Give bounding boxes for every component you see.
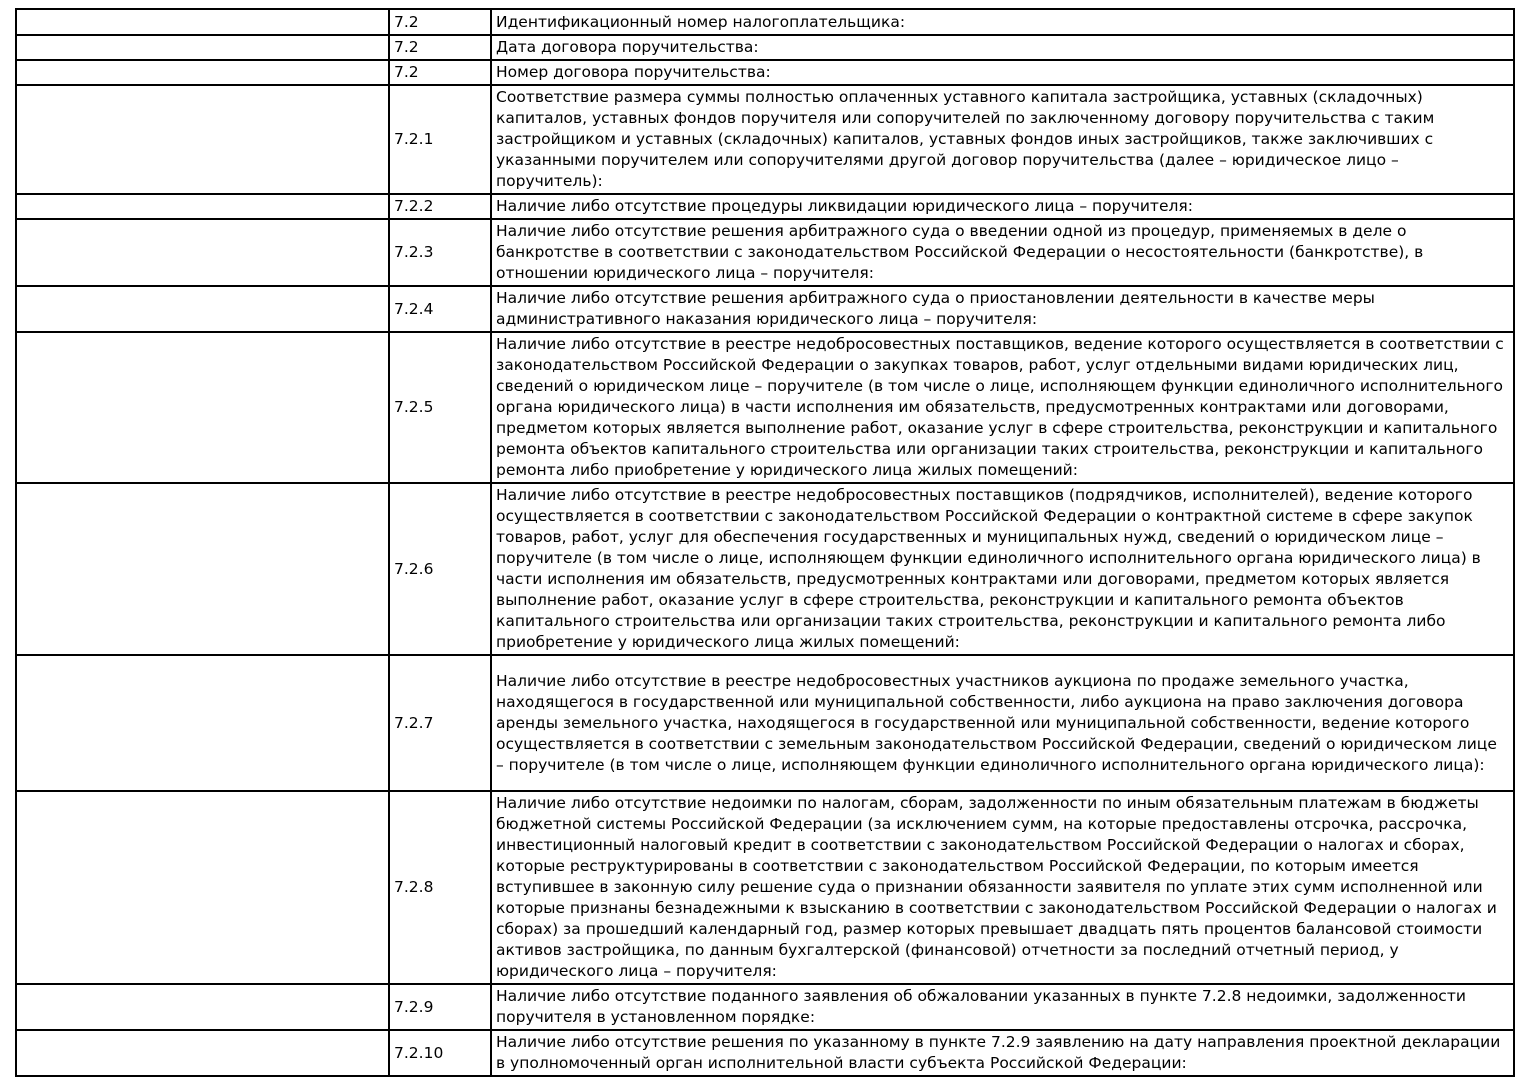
table-row <box>16 219 1514 286</box>
item-number-cell: 7.2 <box>389 35 491 60</box>
item-description-cell: Наличие либо отсутствие решения по указанному в пункте 7.2.9 заявлению на дату направления проектной декларации в уполномоченный орган исполнительной власти субъекта Российской Федерации: <box>491 1030 1514 1076</box>
item-number-cell: 7.2.3 <box>389 219 491 286</box>
item-description-cell: Наличие либо отсутствие в реестре недобросовестных поставщиков, ведение которого осуществляется в соответствии с законодательством Российской Федерации о закупках товаров, работ, услуг отдельными видами юридических лиц, сведений о юридическом лице – поручителе (в том числе о лице, исполняющем функции единоличного исполнительного органа юридического лица) в части исполнения им обязательств, предусмотренных контрактами или договорами, предметом которых является выполнение работ, оказание услуг в сфере строительства, реконструкции и капитального ремонта объектов капитального строительства или организации таких строительства, реконструкции и капитального ремонта либо приобретение у юридического лица жилых помещений: <box>491 332 1514 483</box>
value-cell <box>16 483 389 655</box>
value-cell <box>16 35 389 60</box>
item-description-cell: Дата договора поручительства: <box>491 35 1514 60</box>
value-cell <box>16 1030 389 1076</box>
value-cell <box>16 332 389 483</box>
value-cell <box>16 9 389 35</box>
item-description-cell: Наличие либо отсутствие процедуры ликвидации юридического лица – поручителя: <box>491 194 1514 219</box>
item-description-cell: Наличие либо отсутствие в реестре недобросовестных поставщиков (подрядчиков, исполнителей), ведение которого осуществляется в соответствии с законодательством Российской Федерации о контрактной системе в сфере закупок товаров, работ, услуг для обеспечения государственных и муниципальных нужд, сведений о юридическом лице – поручителе (в том числе о лице, исполняющем функции единоличного исполнительного органа юридического лица) в части исполнения им обязательств, предусмотренных контрактами или договорами, предметом которых является выполнение работ, оказание услуг в сфере строительства, реконструкции и капитального ремонта объектов капитального строительства или организации таких строительства, реконструкции и капитального ремонта либо приобретение у юридического лица жилых помещений: <box>491 483 1514 655</box>
item-number-cell: 7.2.1 <box>389 85 491 194</box>
item-description-cell: Наличие либо отсутствие недоимки по налогам, сборам, задолженности по иным обязательным платежам в бюджеты бюджетной системы Российской Федерации (за исключением сумм, на которые предоставлены отсрочка, рассрочка, инвестиционный налоговый кредит в соответствии с законодательством Российской Федерации о налогах и сборах, которые реструктурированы в соответствии с законодательством Российской Федерации, по которым имеется вступившее в законную силу решение суда о признании обязанности заявителя по уплате этих сумм исполненной или которые признаны безнадежными к взысканию в соответствии с законодательством Российской Федерации о налогах и сборах) за прошедший календарный год, размер которых превышает двадцать пять процентов балансовой стоимости активов застройщика, по данным бухгалтерской (финансовой) отчетности за последний отчетный период, у юридического лица – поручителя: <box>491 791 1514 984</box>
table-row <box>16 35 1514 60</box>
item-description-cell: Наличие либо отсутствие решения арбитражного суда о приостановлении деятельности в качестве меры административного наказания юридического лица – поручителя: <box>491 286 1514 332</box>
value-cell <box>16 194 389 219</box>
item-number-cell: 7.2.5 <box>389 332 491 483</box>
item-number-cell: 7.2.9 <box>389 984 491 1030</box>
table-row <box>16 483 1514 655</box>
value-cell <box>16 286 389 332</box>
table-row <box>16 791 1514 984</box>
item-number-cell: 7.2.4 <box>389 286 491 332</box>
item-description-cell: Номер договора поручительства: <box>491 60 1514 85</box>
value-cell <box>16 60 389 85</box>
table-row <box>16 286 1514 332</box>
item-number-cell: 7.2 <box>389 60 491 85</box>
declaration-table <box>15 8 1515 1077</box>
table-row <box>16 332 1514 483</box>
value-cell <box>16 791 389 984</box>
item-description-cell: Наличие либо отсутствие решения арбитражного суда о введении одной из процедур, применяемых в деле о банкротстве в соответствии с законодательством Российской Федерации о несостоятельности (банкротстве), в отношении юридического лица – поручителя: <box>491 219 1514 286</box>
table-row <box>16 984 1514 1030</box>
item-number-cell: 7.2.2 <box>389 194 491 219</box>
table-row <box>16 9 1514 35</box>
item-number-cell: 7.2.10 <box>389 1030 491 1076</box>
table-row <box>16 1030 1514 1076</box>
item-number-cell: 7.2.7 <box>389 655 491 791</box>
table-row <box>16 60 1514 85</box>
item-description-cell: Идентификационный номер налогоплательщика: <box>491 9 1514 35</box>
table-row <box>16 85 1514 194</box>
value-cell <box>16 655 389 791</box>
item-number-cell: 7.2.6 <box>389 483 491 655</box>
value-cell <box>16 85 389 194</box>
item-number-cell: 7.2.8 <box>389 791 491 984</box>
item-description-cell: Соответствие размера суммы полностью оплаченных уставного капитала застройщика, уставных (складочных) капиталов, уставных фондов поручителя или сопоручителей по заключенному договору поручительства с таким застройщиком и уставных (складочных) капиталов, уставных фондов иных застройщиков, также заключивших с указанными поручителем или сопоручителями другой договор поручительства (далее – юридическое лицо – поручитель): <box>491 85 1514 194</box>
table-row <box>16 655 1514 791</box>
table-row <box>16 194 1514 219</box>
declaration-table-body <box>16 9 1514 1076</box>
value-cell <box>16 984 389 1030</box>
item-description-cell: Наличие либо отсутствие в реестре недобросовестных участников аукциона по продаже земельного участка, находящегося в государственной или муниципальной собственности, либо аукциона на право заключения договора аренды земельного участка, находящегося в государственной или муниципальной собственности, ведение которого осуществляется в соответствии с земельным законодательством Российской Федерации, сведений о юридическом лице – поручителе (в том числе о лице, исполняющем функции единоличного исполнительного органа юридического лица): <box>491 655 1514 791</box>
value-cell <box>16 219 389 286</box>
item-description-cell: Наличие либо отсутствие поданного заявления об обжаловании указанных в пункте 7.2.8 недоимки, задолженности поручителя в установленном порядке: <box>491 984 1514 1030</box>
item-number-cell: 7.2 <box>389 9 491 35</box>
